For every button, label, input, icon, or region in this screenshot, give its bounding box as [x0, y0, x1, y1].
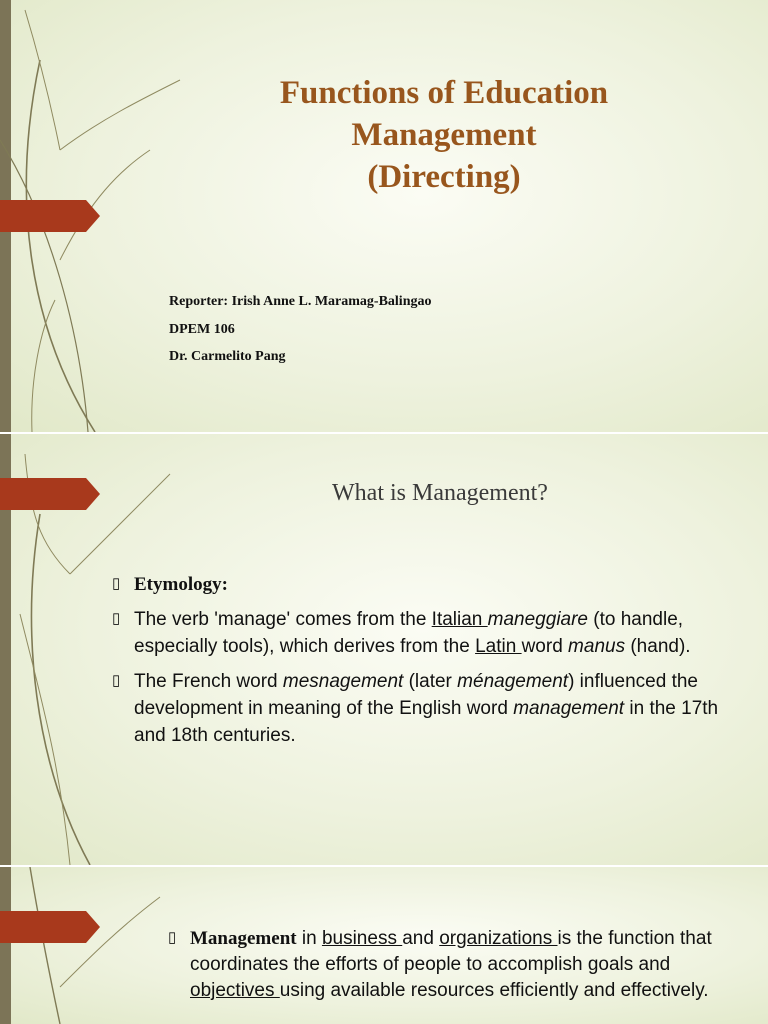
instructor-line: Dr. Carmelito Pang [169, 349, 286, 364]
title-line-2: Management [351, 117, 537, 153]
etymology-label: Etymology: [134, 574, 228, 595]
text-run: The French word [134, 671, 283, 692]
reporter-line: Reporter: Irish Anne L. Maramag-Balingao [169, 294, 432, 309]
text-run: is the function that coordinates the efforts of people to accomplish goals and [190, 928, 712, 975]
bold-term: Management [190, 928, 297, 949]
course-line: DPEM 106 [169, 321, 235, 337]
objectives-link[interactable]: objectives [190, 980, 280, 1001]
management-bullet-list [168, 926, 728, 1012]
text-run: in the 17th and 18th centuries. [134, 698, 719, 746]
text-run: word [521, 636, 569, 657]
etymology-bullet-list [112, 571, 752, 757]
text-run: using available resources efficiently and effectively. [279, 980, 709, 1001]
slide-separator [0, 432, 768, 434]
list-item [168, 926, 728, 1004]
list-item [112, 571, 752, 598]
red-arrow-marker [0, 478, 100, 510]
italic-term: ménagement [457, 671, 569, 692]
italian-link[interactable]: Italian [431, 609, 488, 630]
slide-separator [0, 865, 768, 867]
text-run: (later [403, 671, 458, 692]
business-link[interactable]: business [321, 928, 403, 949]
organizations-link[interactable]: organizations [439, 928, 558, 949]
red-arrow-marker [0, 911, 100, 943]
italic-term: maneggiare [487, 609, 588, 630]
bullet-icon: ▯ [112, 610, 121, 627]
text-run: (hand). [625, 636, 691, 657]
bullet-icon: ▯ [168, 929, 177, 946]
title-line-1: Functions of Education [279, 75, 609, 111]
bullet-icon: ▯ [112, 575, 121, 592]
red-arrow-marker [0, 200, 100, 232]
text-run: (to handle, especially tools), which derives from the [134, 609, 684, 657]
latin-link[interactable]: Latin [475, 636, 522, 657]
text-run: in [296, 928, 322, 949]
text-run: ) influenced the development in meaning of the English word [134, 671, 698, 719]
list-item [112, 606, 752, 660]
italic-term: manus [568, 636, 626, 657]
presenter-info [169, 288, 431, 371]
presentation-title [200, 72, 688, 198]
bullet-icon: ▯ [112, 672, 121, 689]
text-run: The verb 'manage' comes from the [134, 609, 432, 630]
title-slide [0, 0, 768, 432]
text-run: and [402, 928, 440, 949]
italic-term: mesnagement [282, 671, 404, 692]
list-item [112, 668, 752, 749]
section-heading: What is Management? [332, 480, 548, 506]
title-line-3: (Directing) [367, 159, 521, 195]
italic-term: management [513, 698, 625, 719]
